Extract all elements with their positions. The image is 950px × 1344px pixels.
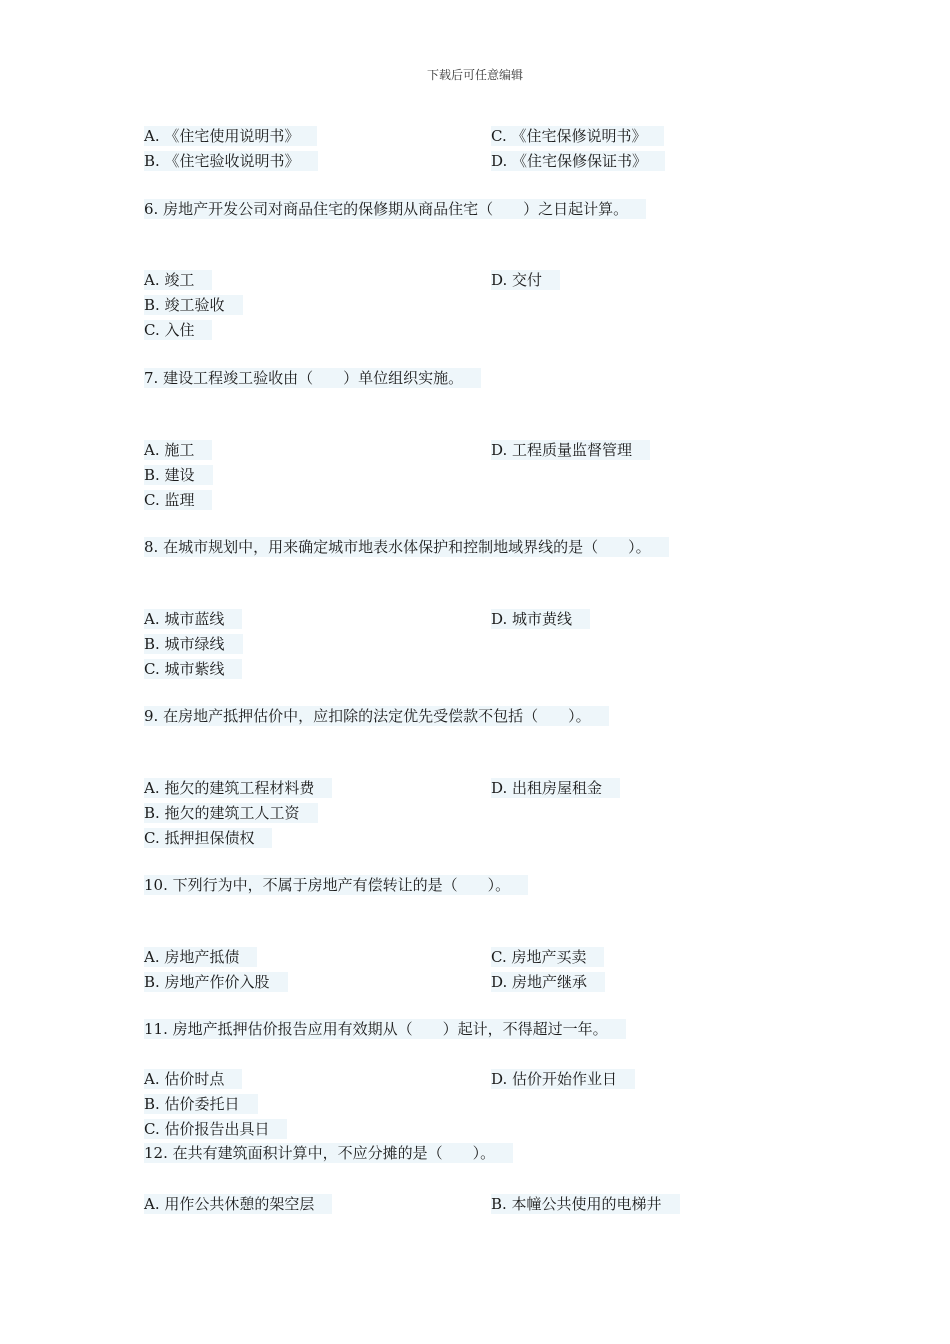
q11-option-a: A. 估价时点 (144, 1069, 242, 1089)
q12-option-a: A. 用作公共休憩的架空层 (144, 1194, 332, 1214)
q6-option-b: B. 竣工验收 (144, 295, 243, 315)
q9-option-b: B. 拖欠的建筑工人工资 (144, 803, 318, 823)
q6-option-c: C. 入住 (144, 320, 212, 340)
q9-option-c: C. 抵押担保债权 (144, 828, 272, 848)
q11-option-c: C. 估价报告出具日 (144, 1119, 287, 1139)
q10-option-d: D. 房地产继承 (491, 972, 605, 992)
q10-option-a: A. 房地产抵债 (144, 947, 257, 967)
q6-option-a: A. 竣工 (144, 270, 212, 290)
q12-stem: 12. 在共有建筑面积计算中，不应分摊的是（ ）。 (144, 1143, 513, 1163)
q8-option-a: A. 城市蓝线 (144, 609, 242, 629)
q8-option-c: C. 城市紫线 (144, 659, 242, 679)
q8-option-d: D. 城市黄线 (491, 609, 590, 629)
q7-option-c: C. 监理 (144, 490, 212, 510)
q11-option-d: D. 估价开始作业日 (491, 1069, 635, 1089)
q9-stem: 9. 在房地产抵押估价中，应扣除的法定优先受偿款不包括（ ）。 (144, 706, 609, 726)
q10-stem: 10. 下列行为中，不属于房地产有偿转让的是（ ）。 (144, 875, 528, 895)
q8-stem: 8. 在城市规划中，用来确定城市地表水体保护和控制地域界线的是（ ）。 (144, 537, 669, 557)
q7-stem: 7. 建设工程竣工验收由（ ）单位组织实施。 (144, 368, 481, 388)
q5-option-c: C. 《住宅保修说明书》 (491, 126, 664, 146)
q6-stem: 6. 房地产开发公司对商品住宅的保修期从商品住宅（ ）之日起计算。 (144, 199, 646, 219)
q10-option-b: B. 房地产作价入股 (144, 972, 288, 992)
q11-option-b: B. 估价委托日 (144, 1094, 258, 1114)
q12-option-b: B. 本幢公共使用的电梯井 (491, 1194, 680, 1214)
q11-stem: 11. 房地产抵押估价报告应用有效期从（ ）起计，不得超过一年。 (144, 1019, 626, 1039)
q9-option-a: A. 拖欠的建筑工程材料费 (144, 778, 332, 798)
q8-option-b: B. 城市绿线 (144, 634, 243, 654)
q7-option-b: B. 建设 (144, 465, 213, 485)
q5-option-b: B. 《住宅验收说明书》 (144, 151, 318, 171)
q9-option-d: D. 出租房屋租金 (491, 778, 620, 798)
q10-option-c: C. 房地产买卖 (491, 947, 604, 967)
q5-option-d: D. 《住宅保修保证书》 (491, 151, 665, 171)
q7-option-d: D. 工程质量监督管理 (491, 440, 650, 460)
page-header: 下载后可任意编辑 (426, 68, 523, 82)
q5-option-a: A. 《住宅使用说明书》 (144, 126, 317, 146)
q6-option-d: D. 交付 (491, 270, 560, 290)
q7-option-a: A. 施工 (144, 440, 212, 460)
